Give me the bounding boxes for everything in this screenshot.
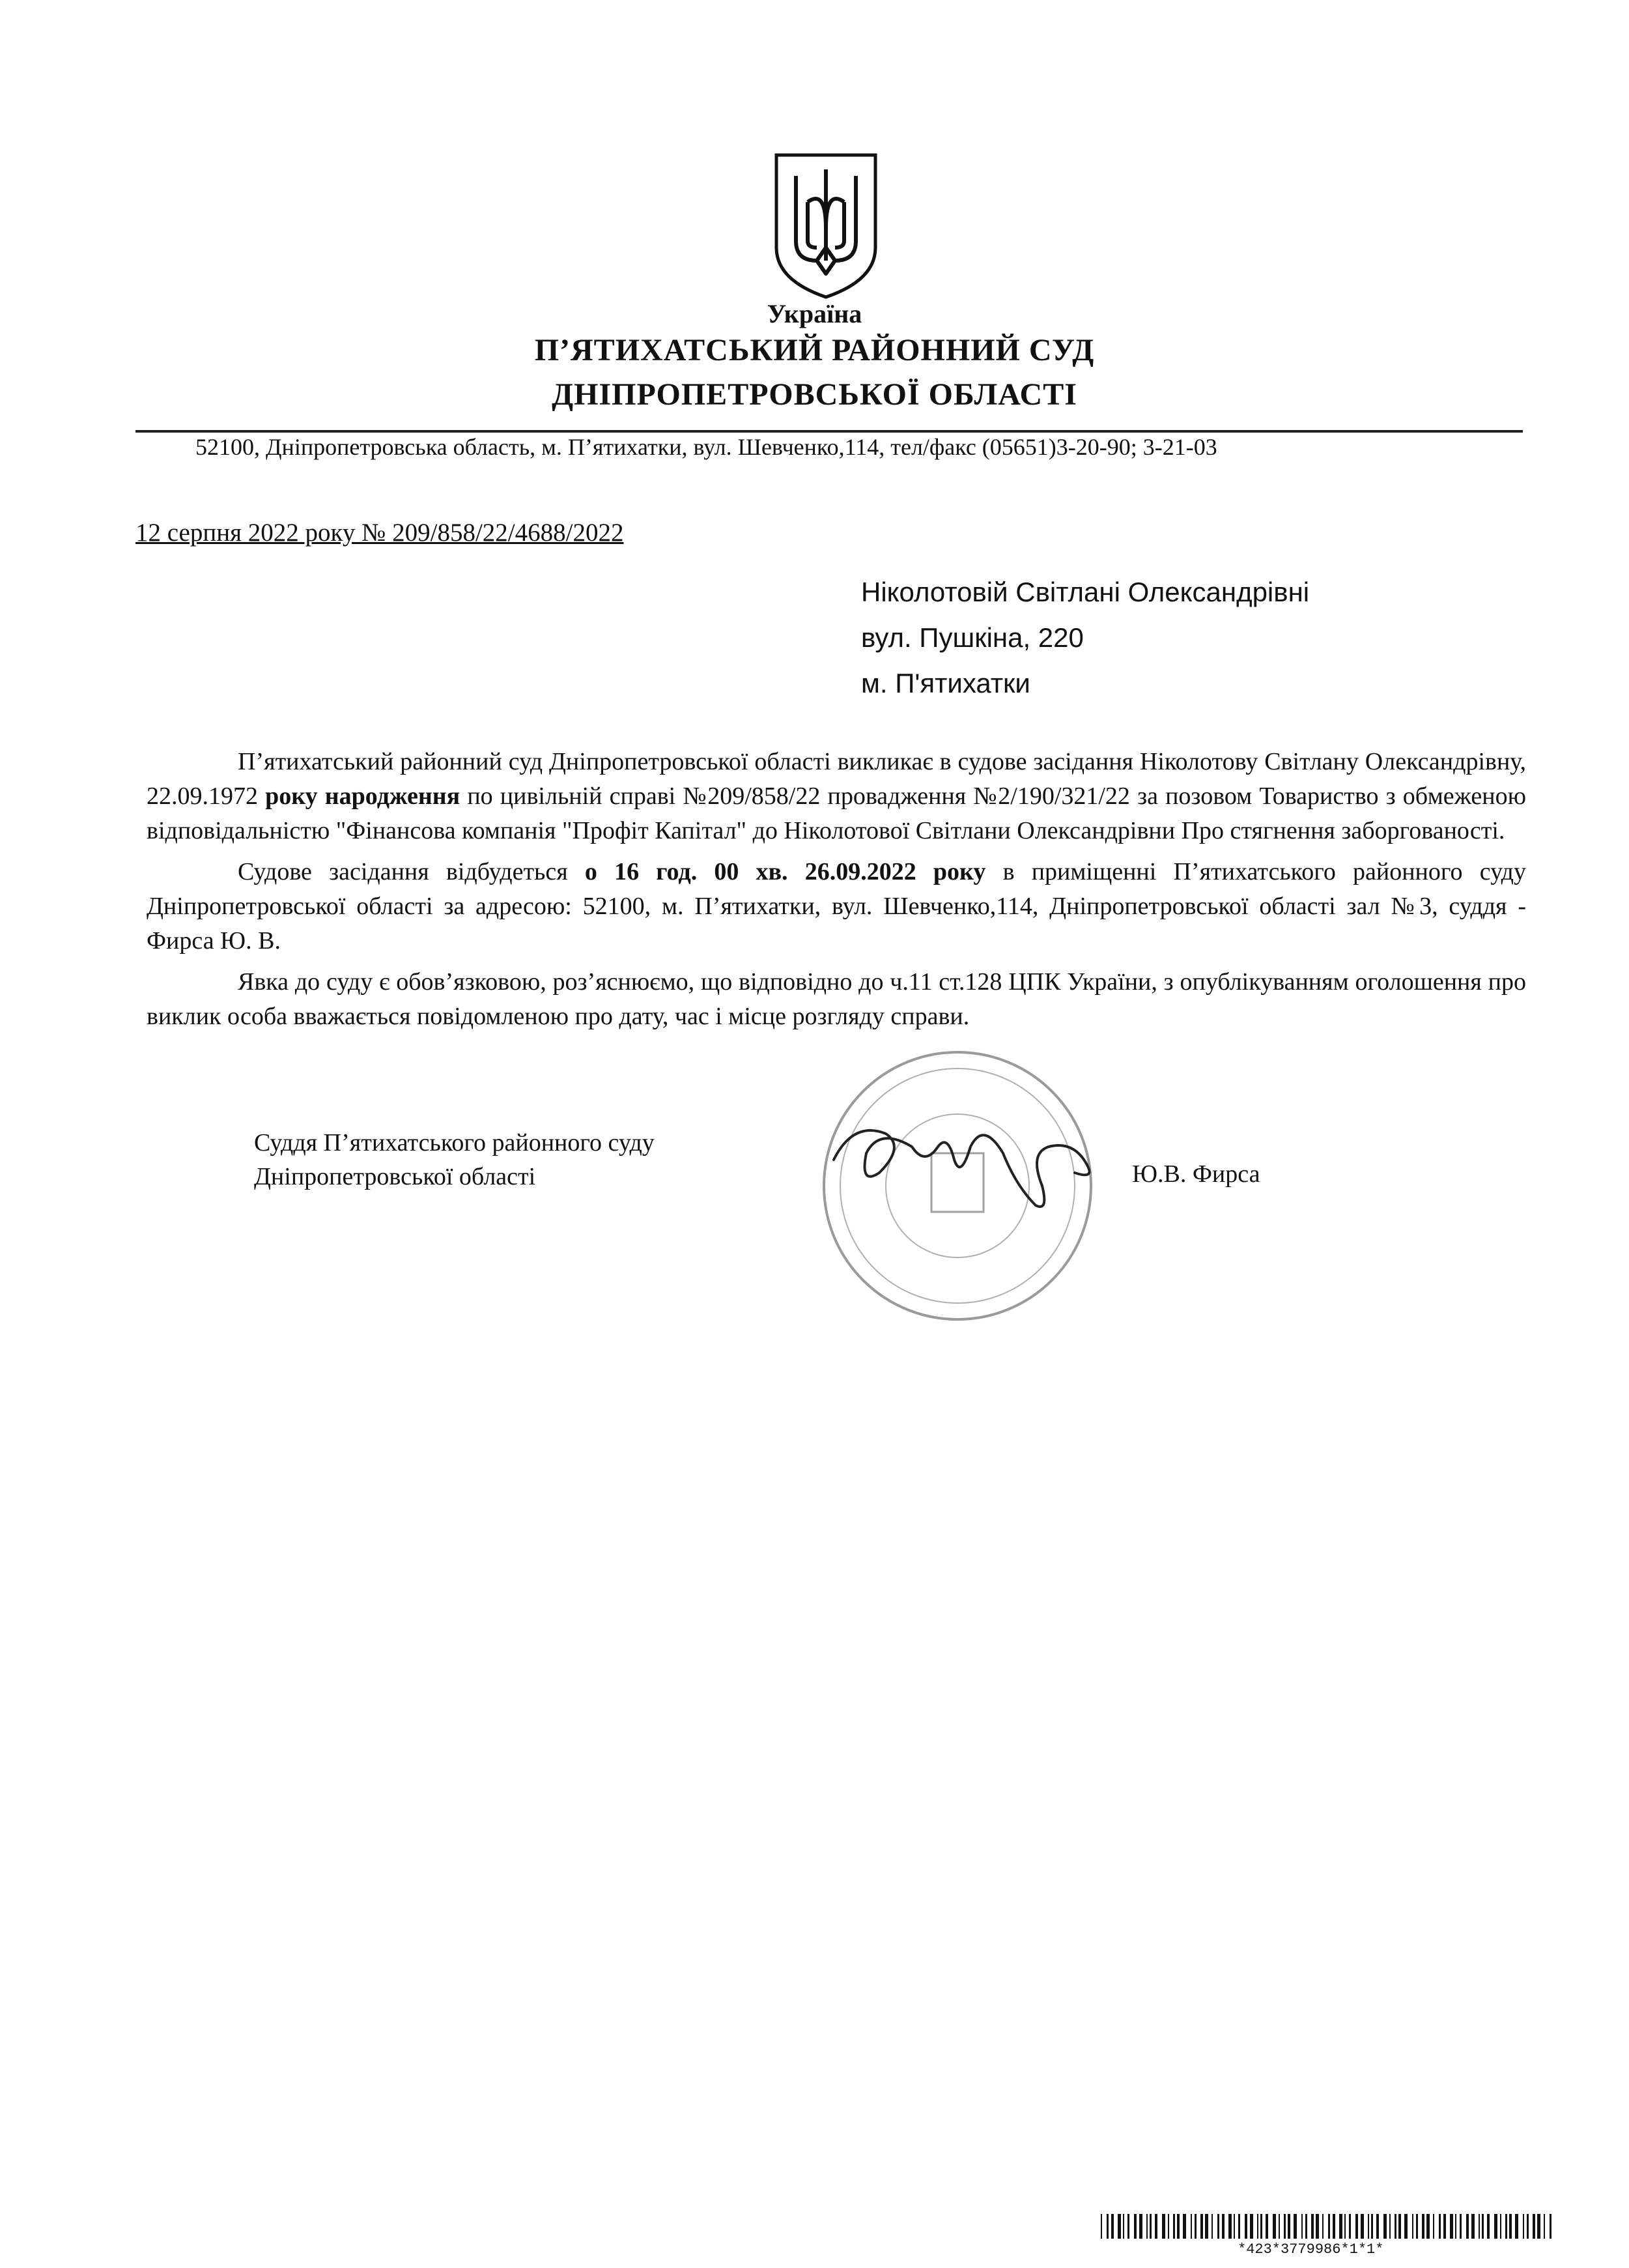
paragraph-attendance: Явка до суду є обов’язковою, роз’яснюємо, що відповідно до ч.11 ст.128 ЦПК України, з опублікуванням оголошення про виклик особа вважається повідомленою про дату, час і місце розгляду справи. xyxy=(147,968,1526,1030)
judge-title: Суддя П’ятихатського районного суду Дніпропетровської області xyxy=(254,1129,655,1190)
paragraph-summons: П’ятихатський районний суд Дніпропетровської області викликає в судове засідання Ніколотову Світлану Олександрівну, 22.09.1972 року народження по цивільній справі №209/858/22 провадження №2/190/321/22 за позовом Товариство з обмеженою відповідальністю "Фінансова компанія "Профіт Капітал" до Ніколотової Світлани Олександрівни Про стягнення заборгованості. xyxy=(147,748,1527,844)
recipient-street: вул. Пушкіна, 220 xyxy=(861,622,1084,653)
header-divider xyxy=(135,430,1523,433)
country-name: Україна xyxy=(767,299,862,328)
judge-name: Ю.В. Фирса xyxy=(1132,1160,1260,1188)
barcode xyxy=(1101,2214,1557,2239)
coat-of-arms-emblem xyxy=(770,150,882,301)
court-name-line1: П’ЯТИХАТСЬКИЙ РАЙОННИЙ СУД xyxy=(534,333,1095,367)
judge-signature xyxy=(827,1108,1101,1218)
recipient-city: м. П'ятихатки xyxy=(861,668,1030,698)
court-address: 52100, Дніпропетровська область, м. П’ятихатки, вул. Шевченко,114, тел/факс (05651)3-20-90; 3-21-03 xyxy=(195,434,1217,460)
letter-date-number: 12 серпня 2022 року № 209/858/22/4688/2022 xyxy=(135,519,624,547)
letter-body xyxy=(147,745,1526,1034)
recipient-name: Ніколотовій Світлані Олександрівні xyxy=(861,577,1310,607)
paragraph-hearing-time: Судове засідання відбудеться о 16 год. 00 хв. 26.09.2022 року в приміщенні П’ятихатського районного суду Дніпропетровської області за адресою: 52100, м. П’ятихатки, вул. Шевченко,114, Дніпропетровської області зал №3, суддя - Фирса Ю. В. xyxy=(147,858,1527,955)
court-name-line2: ДНІПРОПЕТРОВСЬКОЇ ОБЛАСТІ xyxy=(552,377,1077,412)
barcode-number: *423*3779986*1*1* xyxy=(1238,2241,1384,2258)
